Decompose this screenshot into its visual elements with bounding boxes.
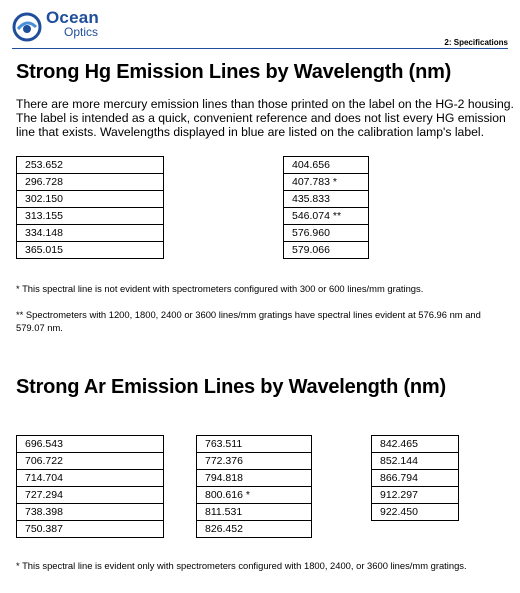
table-row	[17, 504, 164, 521]
table-row	[17, 521, 164, 538]
wavelength-cell: 404.656	[284, 157, 369, 174]
ocean-optics-logo	[12, 6, 132, 46]
table-row	[372, 436, 459, 453]
wavelength-cell: 811.531	[197, 504, 312, 521]
table-row	[284, 157, 369, 174]
hg-footnote-1: * This spectral line is not evident with spectrometers configured with 300 or 600 lines/mm gratings.	[16, 283, 424, 294]
table-row	[284, 225, 369, 242]
hg-footnote-2: ** Spectrometers with 1200, 1800, 2400 or 3600 lines/mm gratings have spectral lines evident at 576.96 nm and 579.07 nm.	[16, 309, 481, 333]
table-row	[197, 470, 312, 487]
table-row	[372, 470, 459, 487]
table-row	[17, 453, 164, 470]
table-row	[17, 157, 164, 174]
wavelength-cell: 407.783 *	[284, 174, 369, 191]
ar-footnote: * This spectral line is evident only with spectrometers configured with 1800, 2400, or 3600 lines/mm gratings.	[16, 560, 467, 571]
wavelength-cell: 763.511	[197, 436, 312, 453]
wavelength-cell: 750.387	[17, 521, 164, 538]
logo-swirl-icon	[12, 12, 42, 42]
wavelength-cell: 313.155	[17, 208, 164, 225]
table-row	[372, 453, 459, 470]
table-row	[197, 504, 312, 521]
wavelength-cell: 579.066	[284, 242, 369, 259]
logo-word-ocean: Ocean	[46, 8, 99, 27]
hg-intro-text: There are more mercury emission lines than those printed on the label on the HG-2 housing. The label is intended as a quick, convenient reference and does not list every HG emission line that exists. Wavelengths displayed in blue are listed on the calibration lamp's label.	[16, 97, 514, 139]
table-row	[372, 504, 459, 521]
wavelength-cell: 296.728	[17, 174, 164, 191]
table-row	[197, 521, 312, 538]
wavelength-cell: 772.376	[197, 453, 312, 470]
table-row	[17, 208, 164, 225]
table-row	[284, 191, 369, 208]
wavelength-cell: 842.465	[372, 436, 459, 453]
table-row	[197, 453, 312, 470]
table-row	[372, 487, 459, 504]
table-row	[17, 242, 164, 259]
wavelength-cell: 738.398	[17, 504, 164, 521]
hg-table-1	[16, 156, 164, 259]
table-row	[284, 242, 369, 259]
hg-section-title: Strong Hg Emission Lines by Wavelength (nm)	[16, 61, 452, 83]
wavelength-cell: 800.616 *	[197, 487, 312, 504]
wavelength-cell: 253.652	[17, 157, 164, 174]
header-rule	[12, 48, 508, 49]
logo-word-optics: Optics	[64, 25, 99, 39]
wavelength-cell: 852.144	[372, 453, 459, 470]
wavelength-cell: 302.150	[17, 191, 164, 208]
ar-table-2	[196, 435, 312, 538]
table-row	[197, 487, 312, 504]
wavelength-cell: 912.297	[372, 487, 459, 504]
table-row	[17, 436, 164, 453]
wavelength-cell: 727.294	[17, 487, 164, 504]
ar-table-3	[371, 435, 459, 521]
hg-intro-paragraph	[16, 97, 516, 139]
wavelength-cell: 794.818	[197, 470, 312, 487]
ar-table-1	[16, 435, 164, 538]
table-row	[17, 174, 164, 191]
ar-section-title: Strong Ar Emission Lines by Wavelength (nm)	[16, 376, 446, 398]
wavelength-cell: 365.015	[17, 242, 164, 259]
hg-table-2	[283, 156, 369, 259]
table-row	[284, 174, 369, 191]
table-row	[17, 225, 164, 242]
wavelength-cell: 696.543	[17, 436, 164, 453]
wavelength-cell: 866.794	[372, 470, 459, 487]
table-row	[284, 208, 369, 225]
wavelength-cell: 706.722	[17, 453, 164, 470]
wavelength-cell: 576.960	[284, 225, 369, 242]
wavelength-cell: 714.704	[17, 470, 164, 487]
chapter-label: 2: Specifications	[444, 38, 508, 47]
wavelength-cell: 334.148	[17, 225, 164, 242]
wavelength-cell: 546.074 **	[284, 208, 369, 225]
table-row	[17, 191, 164, 208]
table-row	[17, 487, 164, 504]
wavelength-cell: 922.450	[372, 504, 459, 521]
table-row	[17, 470, 164, 487]
wavelength-cell: 826.452	[197, 521, 312, 538]
table-row	[197, 436, 312, 453]
wavelength-cell: 435.833	[284, 191, 369, 208]
